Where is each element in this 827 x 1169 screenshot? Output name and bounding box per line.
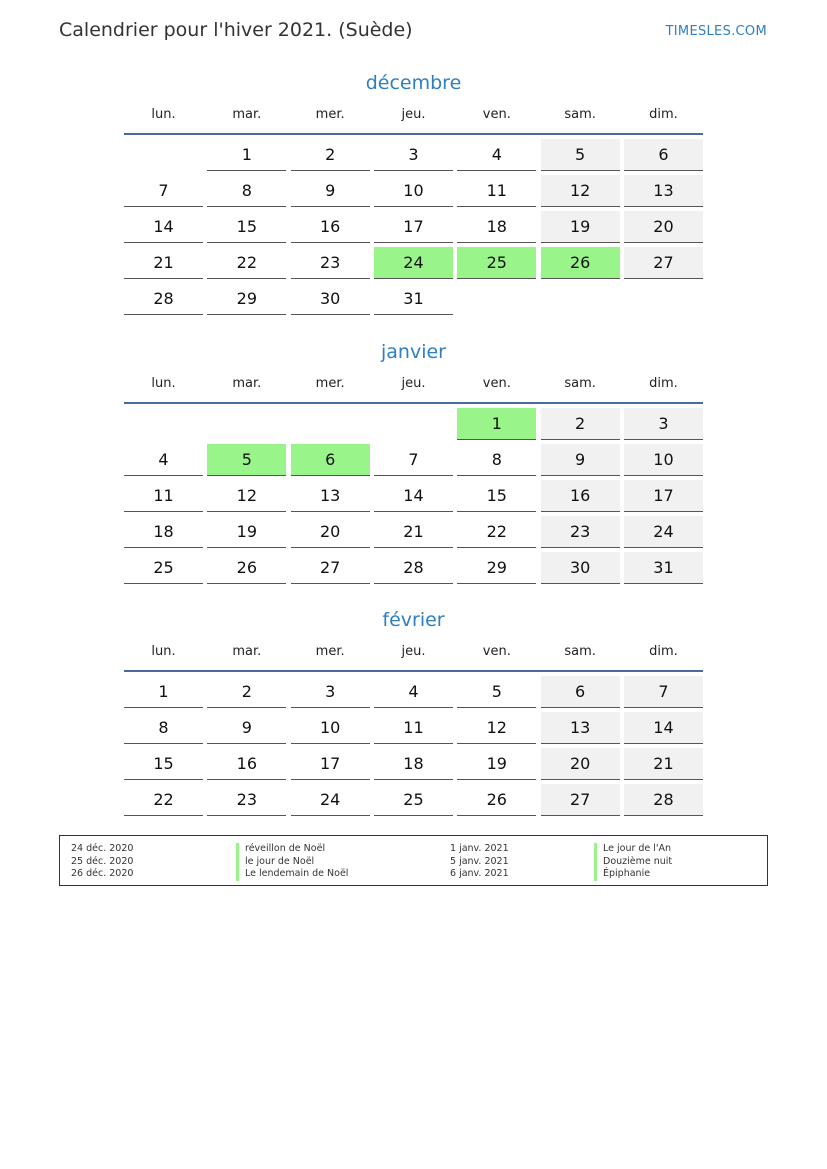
weekday-header-row xyxy=(124,641,703,663)
header-rule xyxy=(124,133,703,135)
weekday-label: sam. xyxy=(564,644,596,659)
legend-holiday-name: Le jour de l'An xyxy=(594,843,672,856)
day-cell: 9 xyxy=(541,444,620,476)
day-cell: 22 xyxy=(207,247,286,279)
day-cell: 7 xyxy=(374,444,453,476)
day-cell: 26 xyxy=(457,784,536,816)
week-row xyxy=(124,676,703,712)
day-cell: 11 xyxy=(124,480,203,512)
day-cell: 16 xyxy=(541,480,620,512)
weekday-label: ven. xyxy=(482,644,511,659)
day-cell: 12 xyxy=(207,480,286,512)
month-december xyxy=(124,70,703,319)
day-cell: 1 xyxy=(124,676,203,708)
week-row xyxy=(124,552,703,588)
holiday-day-cell: 1 xyxy=(457,408,536,440)
holiday-day-cell: 26 xyxy=(541,247,620,279)
empty-day-cell xyxy=(291,408,370,440)
legend-holiday-name: Douzième nuit xyxy=(594,856,672,869)
day-cell: 29 xyxy=(207,283,286,315)
day-cell: 22 xyxy=(457,516,536,548)
day-cell: 22 xyxy=(124,784,203,816)
empty-day-cell xyxy=(624,283,703,315)
day-cell: 24 xyxy=(624,516,703,548)
week-row xyxy=(124,784,703,820)
day-cell: 8 xyxy=(207,175,286,207)
day-cell: 28 xyxy=(624,784,703,816)
day-cell: 23 xyxy=(291,247,370,279)
weeks-grid xyxy=(124,676,703,820)
day-cell: 23 xyxy=(207,784,286,816)
day-cell: 21 xyxy=(624,748,703,780)
day-cell: 19 xyxy=(457,748,536,780)
day-cell: 18 xyxy=(457,211,536,243)
day-cell: 12 xyxy=(457,712,536,744)
day-cell: 27 xyxy=(291,552,370,584)
week-row xyxy=(124,211,703,247)
legend-date: 5 janv. 2021 xyxy=(450,855,509,867)
legend-holiday-name: réveillon de Noël xyxy=(236,843,348,856)
day-cell: 9 xyxy=(291,175,370,207)
day-cell: 7 xyxy=(124,175,203,207)
day-cell: 15 xyxy=(124,748,203,780)
legend-date: 6 janv. 2021 xyxy=(450,868,509,879)
day-cell: 28 xyxy=(124,283,203,315)
month-january xyxy=(124,339,703,588)
day-cell: 15 xyxy=(457,480,536,512)
header-rule xyxy=(124,670,703,672)
weekday-label: mer. xyxy=(315,644,345,659)
holiday-day-cell: 24 xyxy=(374,247,453,279)
day-cell: 10 xyxy=(624,444,703,476)
day-cell: 3 xyxy=(374,139,453,171)
day-cell: 30 xyxy=(541,552,620,584)
empty-day-cell xyxy=(207,408,286,440)
day-cell: 17 xyxy=(291,748,370,780)
week-row xyxy=(124,480,703,516)
week-row xyxy=(124,712,703,748)
legend-names-col-1 xyxy=(236,843,348,881)
weeks-grid xyxy=(124,139,703,319)
day-cell: 13 xyxy=(624,175,703,207)
holiday-day-cell: 25 xyxy=(457,247,536,279)
day-cell: 21 xyxy=(374,516,453,548)
day-cell: 10 xyxy=(291,712,370,744)
day-cell: 13 xyxy=(541,712,620,744)
day-cell: 20 xyxy=(541,748,620,780)
day-cell: 1 xyxy=(207,139,286,171)
day-cell: 7 xyxy=(624,676,703,708)
day-cell: 20 xyxy=(291,516,370,548)
day-cell: 24 xyxy=(291,784,370,816)
weekday-label: jeu. xyxy=(401,107,426,122)
weekday-label: dim. xyxy=(649,644,678,659)
day-cell: 28 xyxy=(374,552,453,584)
day-cell: 9 xyxy=(207,712,286,744)
month-february xyxy=(124,607,703,820)
weekday-label: sam. xyxy=(564,376,596,391)
day-cell: 19 xyxy=(207,516,286,548)
day-cell: 14 xyxy=(374,480,453,512)
empty-day-cell xyxy=(374,408,453,440)
day-cell: 20 xyxy=(624,211,703,243)
weekday-label: ven. xyxy=(482,107,511,122)
weekday-label: mar. xyxy=(232,644,262,659)
site-link[interactable]: TIMESLES.COM xyxy=(665,24,767,39)
week-row xyxy=(124,247,703,283)
weekday-label: lun. xyxy=(151,107,176,122)
day-cell: 10 xyxy=(374,175,453,207)
month-name: janvier xyxy=(381,341,446,363)
day-cell: 31 xyxy=(624,552,703,584)
weekday-header-row xyxy=(124,373,703,395)
weekday-label: mer. xyxy=(315,107,345,122)
day-cell: 8 xyxy=(124,712,203,744)
day-cell: 18 xyxy=(374,748,453,780)
weekday-label: mar. xyxy=(232,376,262,391)
week-row xyxy=(124,516,703,552)
day-cell: 13 xyxy=(291,480,370,512)
legend-names-col-2 xyxy=(594,843,672,881)
day-cell: 16 xyxy=(291,211,370,243)
day-cell: 19 xyxy=(541,211,620,243)
week-row xyxy=(124,748,703,784)
week-row xyxy=(124,283,703,319)
weekday-label: jeu. xyxy=(401,644,426,659)
legend-date: 26 déc. 2020 xyxy=(71,868,134,879)
day-cell: 18 xyxy=(124,516,203,548)
day-cell: 17 xyxy=(624,480,703,512)
day-cell: 25 xyxy=(124,552,203,584)
weekday-label: lun. xyxy=(151,376,176,391)
empty-day-cell xyxy=(457,283,536,315)
day-cell: 11 xyxy=(457,175,536,207)
weekday-header-row xyxy=(124,104,703,126)
day-cell: 2 xyxy=(291,139,370,171)
week-row xyxy=(124,139,703,175)
day-cell: 27 xyxy=(541,784,620,816)
weekday-label: mer. xyxy=(315,376,345,391)
day-cell: 27 xyxy=(624,247,703,279)
legend-holiday-name: Épiphanie xyxy=(594,868,672,881)
day-cell: 23 xyxy=(541,516,620,548)
legend-dates-col-2 xyxy=(450,843,509,881)
day-cell: 16 xyxy=(207,748,286,780)
week-row xyxy=(124,408,703,444)
holiday-legend xyxy=(59,835,768,886)
day-cell: 25 xyxy=(374,784,453,816)
week-row xyxy=(124,175,703,211)
day-cell: 21 xyxy=(124,247,203,279)
day-cell: 14 xyxy=(124,211,203,243)
legend-date: 1 janv. 2021 xyxy=(450,843,509,854)
day-cell: 5 xyxy=(541,139,620,171)
month-name: février xyxy=(382,609,445,631)
weekday-label: sam. xyxy=(564,107,596,122)
day-cell: 6 xyxy=(541,676,620,708)
weekday-label: ven. xyxy=(482,376,511,391)
day-cell: 4 xyxy=(124,444,203,476)
weekday-label: dim. xyxy=(649,376,678,391)
legend-date: 24 déc. 2020 xyxy=(71,843,134,854)
weekday-label: mar. xyxy=(232,107,262,122)
day-cell: 31 xyxy=(374,283,453,315)
day-cell: 12 xyxy=(541,175,620,207)
day-cell: 30 xyxy=(291,283,370,315)
holiday-day-cell: 5 xyxy=(207,444,286,476)
day-cell: 17 xyxy=(374,211,453,243)
week-row xyxy=(124,444,703,480)
weekday-label: dim. xyxy=(649,107,678,122)
holiday-day-cell: 6 xyxy=(291,444,370,476)
day-cell: 15 xyxy=(207,211,286,243)
day-cell: 5 xyxy=(457,676,536,708)
legend-date: 25 déc. 2020 xyxy=(71,855,134,867)
page-title: Calendrier pour l'hiver 2021. (Suède) xyxy=(59,19,413,41)
empty-day-cell xyxy=(541,283,620,315)
day-cell: 2 xyxy=(207,676,286,708)
day-cell: 8 xyxy=(457,444,536,476)
weekday-label: jeu. xyxy=(401,376,426,391)
day-cell: 6 xyxy=(624,139,703,171)
empty-day-cell xyxy=(124,139,203,171)
legend-dates-col-1 xyxy=(71,843,133,881)
day-cell: 29 xyxy=(457,552,536,584)
empty-day-cell xyxy=(124,408,203,440)
day-cell: 4 xyxy=(457,139,536,171)
legend-holiday-name: le jour de Noël xyxy=(236,856,348,869)
header-rule xyxy=(124,402,703,404)
legend-holiday-name: Le lendemain de Noël xyxy=(236,868,348,881)
day-cell: 3 xyxy=(291,676,370,708)
day-cell: 11 xyxy=(374,712,453,744)
day-cell: 14 xyxy=(624,712,703,744)
day-cell: 26 xyxy=(207,552,286,584)
month-name: décembre xyxy=(365,72,462,94)
weekday-label: lun. xyxy=(151,644,176,659)
day-cell: 3 xyxy=(624,408,703,440)
day-cell: 4 xyxy=(374,676,453,708)
weeks-grid xyxy=(124,408,703,588)
day-cell: 2 xyxy=(541,408,620,440)
